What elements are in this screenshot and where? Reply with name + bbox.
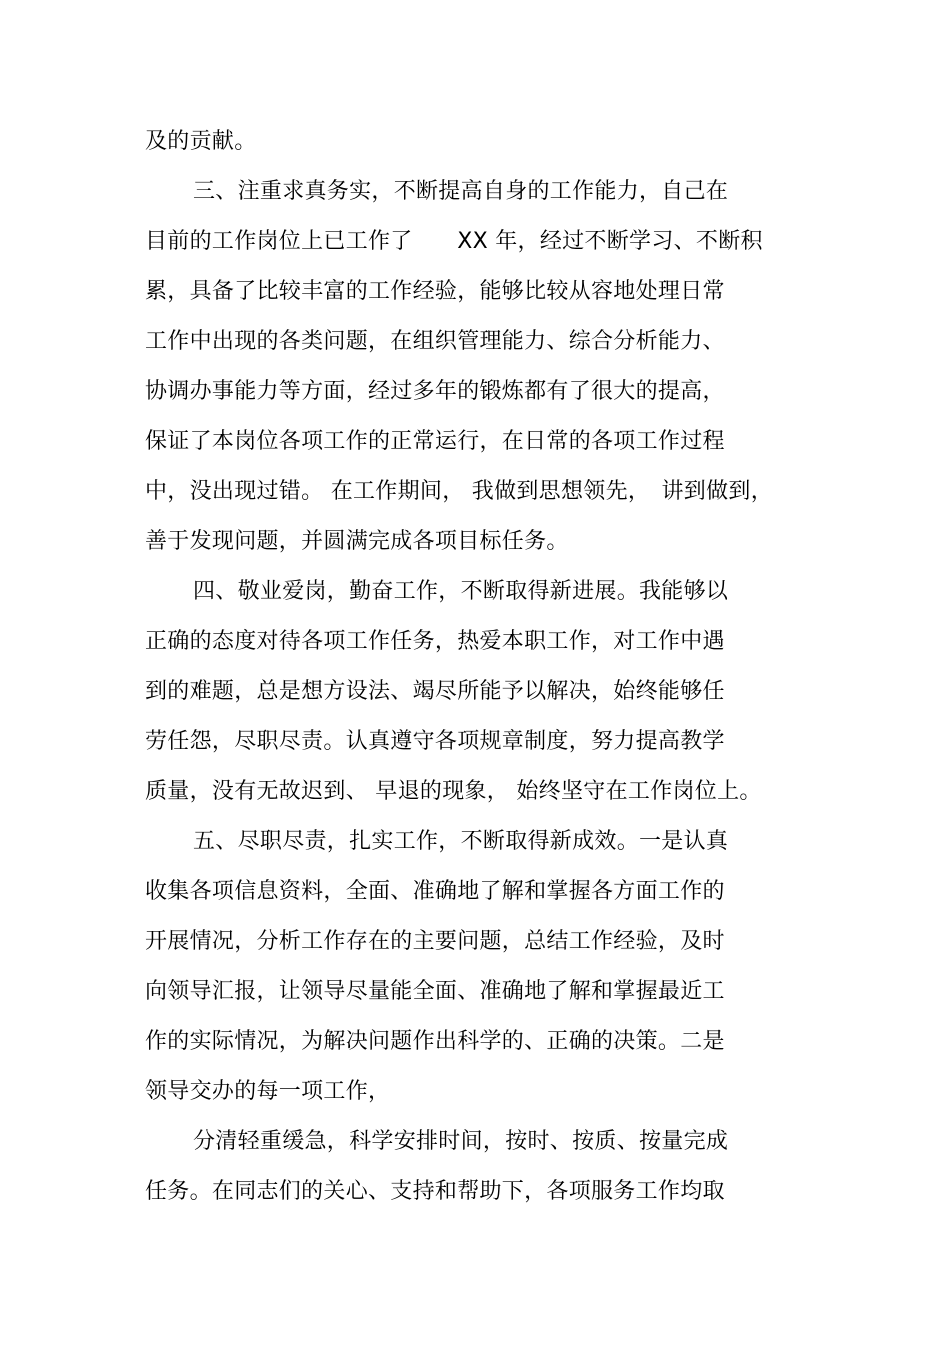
text-line: 累，具备了比较丰富的工作经验，能够比较从容地处理日常 bbox=[145, 279, 725, 304]
paragraph-start-line: 五、尽职尽责，扎实工作，不断取得新成效。一是认真 bbox=[193, 829, 729, 854]
text-line: 劳任怨，尽职尽责。认真遵守各项规章制度，努力提高教学 bbox=[145, 729, 725, 754]
text-line: 领导交办的每一项工作， bbox=[145, 1079, 391, 1104]
text-line: 目前的工作岗位上已工作了 XX 年，经过不断学习、不断积 bbox=[145, 229, 763, 254]
text-line: 及的贡献。 bbox=[145, 129, 257, 154]
text-line: 开展情况，分析工作存在的主要问题，总结工作经验，及时 bbox=[145, 929, 725, 954]
paragraph-start-line: 分清轻重缓急，科学安排时间，按时、按质、按量完成 bbox=[193, 1129, 729, 1154]
paragraph-start-line: 三、注重求真务实，不断提高自身的工作能力，自己在 bbox=[193, 179, 729, 204]
text-line: 保证了本岗位各项工作的正常运行，在日常的各项工作过程 bbox=[145, 429, 725, 454]
text-line: 质量，没有无故迟到、 早退的现象， 始终坚守在工作岗位上。 bbox=[145, 779, 762, 804]
text-line: 向领导汇报，让领导尽量能全面、准确地了解和掌握最近工 bbox=[145, 979, 725, 1004]
text-line: 善于发现问题，并圆满完成各项目标任务。 bbox=[145, 529, 569, 554]
text-line: 中，没出现过错。 在工作期间， 我做到思想领先， 讲到做到， bbox=[145, 479, 773, 504]
text-line: 正确的态度对待各项工作任务，热爱本职工作，对工作中遇 bbox=[145, 629, 725, 654]
text-line: 工作中出现的各类问题，在组织管理能力、综合分析能力、 bbox=[145, 329, 725, 354]
text-line: 任务。在同志们的关心、支持和帮助下，各项服务工作均取 bbox=[145, 1179, 725, 1204]
text-line: 到的难题，总是想方设法、竭尽所能予以解决，始终能够任 bbox=[145, 679, 725, 704]
text-line: 收集各项信息资料，全面、准确地了解和掌握各方面工作的 bbox=[145, 879, 725, 904]
text-line: 作的实际情况，为解决问题作出科学的、正确的决策。二是 bbox=[145, 1029, 725, 1054]
paragraph-start-line: 四、敬业爱岗，勤奋工作，不断取得新进展。我能够以 bbox=[193, 579, 729, 604]
text-line: 协调办事能力等方面，经过多年的锻炼都有了很大的提高， bbox=[145, 379, 725, 404]
